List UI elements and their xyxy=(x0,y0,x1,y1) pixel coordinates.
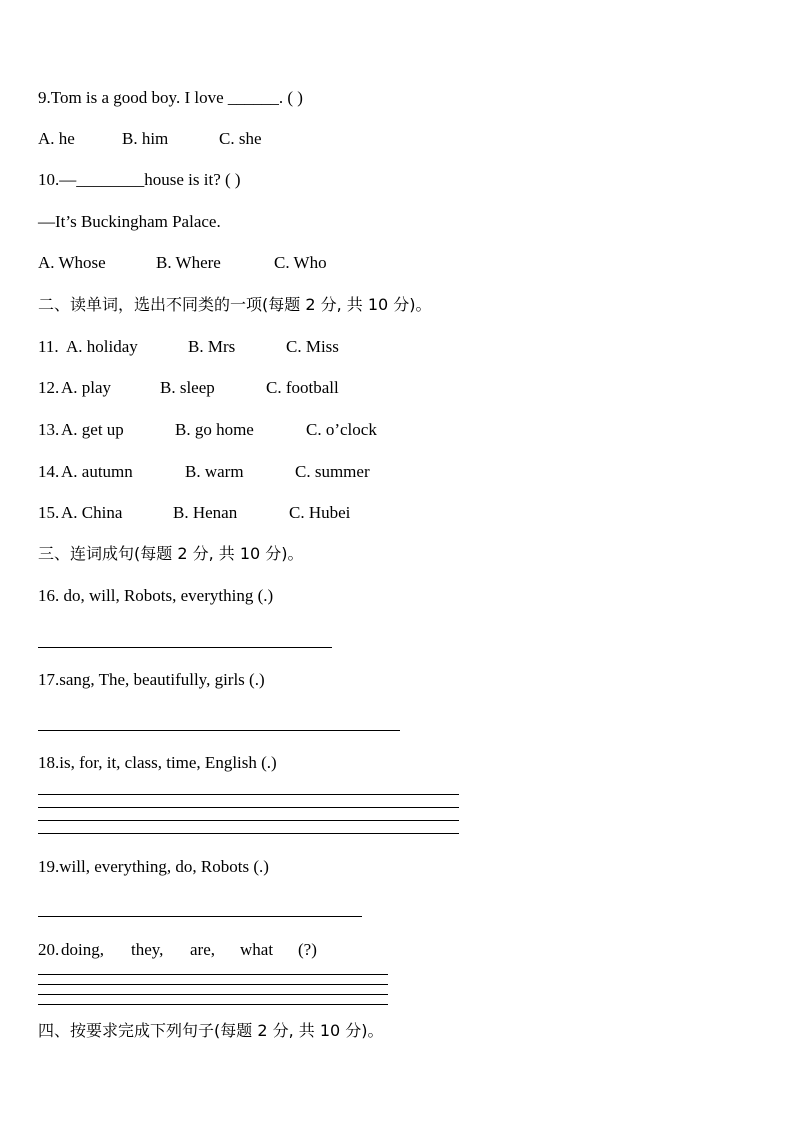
question-16: 16. do, will, Robots, everything (.) xyxy=(38,586,274,605)
option-a: A. China xyxy=(61,503,123,522)
answer-line[interactable] xyxy=(38,994,388,995)
answer-line[interactable] xyxy=(38,974,388,975)
section-2-heading: 二、读单词，选出不同类的一项(每题 2 分, 共 10 分)。 xyxy=(38,295,432,314)
question-10-reply: —It’s Buckingham Palace. xyxy=(38,212,221,231)
option-c: C. Who xyxy=(274,253,327,272)
option-c: C. Miss xyxy=(286,337,339,356)
question-17: 17.sang, The, beautifully, girls (.) xyxy=(38,670,265,689)
option-c: C. o’clock xyxy=(306,420,377,439)
question-12 xyxy=(38,378,339,398)
option-a: A. he xyxy=(38,129,75,148)
question-number: 11. xyxy=(38,337,59,356)
word: doing, xyxy=(61,940,104,959)
option-b: B. go home xyxy=(175,420,254,439)
question-10-options xyxy=(38,253,327,273)
question-18: 18.is, for, it, class, time, English (.) xyxy=(38,753,277,772)
question-13 xyxy=(38,420,377,440)
option-a: A. autumn xyxy=(61,462,133,481)
answer-line[interactable] xyxy=(38,1004,388,1005)
punctuation: (?) xyxy=(298,940,317,959)
question-number: 14. xyxy=(38,462,60,481)
answer-line[interactable] xyxy=(38,807,459,808)
answer-line[interactable] xyxy=(38,730,400,731)
option-a: A. play xyxy=(61,378,112,397)
answer-line[interactable] xyxy=(38,794,459,795)
question-number: 12. xyxy=(38,378,60,397)
answer-line[interactable] xyxy=(38,984,388,985)
word: are, xyxy=(190,940,216,959)
option-c: C. Hubei xyxy=(289,503,351,522)
option-b: B. sleep xyxy=(160,378,215,397)
section-3-heading: 三、连词成句(每题 2 分, 共 10 分)。 xyxy=(38,544,304,563)
answer-line[interactable] xyxy=(38,833,459,834)
option-b: B. warm xyxy=(185,462,244,481)
word: what xyxy=(240,940,274,959)
question-number: 15. xyxy=(38,503,60,522)
question-14 xyxy=(38,462,370,482)
option-b: B. him xyxy=(122,129,169,148)
question-number: 13. xyxy=(38,420,60,439)
question-number: 20. xyxy=(38,940,60,959)
answer-line[interactable] xyxy=(38,916,362,917)
question-15 xyxy=(38,503,350,523)
question-9-options xyxy=(38,129,262,149)
option-c: C. summer xyxy=(295,462,370,481)
answer-line[interactable] xyxy=(38,820,459,821)
question-11 xyxy=(38,337,339,357)
option-c: C. she xyxy=(219,129,262,148)
question-9-stem: 9.Tom is a good boy. I love ______. ( ) xyxy=(38,88,303,107)
option-a: A. holiday xyxy=(66,337,138,356)
option-a: A. get up xyxy=(61,420,124,439)
answer-line[interactable] xyxy=(38,647,332,648)
option-b: B. Henan xyxy=(173,503,238,522)
section-4-heading: 四、按要求完成下列句子(每题 2 分, 共 10 分)。 xyxy=(38,1021,384,1040)
option-a: A. Whose xyxy=(38,253,106,272)
option-b: B. Where xyxy=(156,253,221,272)
question-19: 19.will, everything, do, Robots (.) xyxy=(38,857,269,876)
option-b: B. Mrs xyxy=(188,337,236,356)
word: they, xyxy=(131,940,164,959)
question-20 xyxy=(38,940,317,960)
option-c: C. football xyxy=(266,378,339,397)
question-10-stem: 10.—________house is it? ( ) xyxy=(38,170,241,189)
